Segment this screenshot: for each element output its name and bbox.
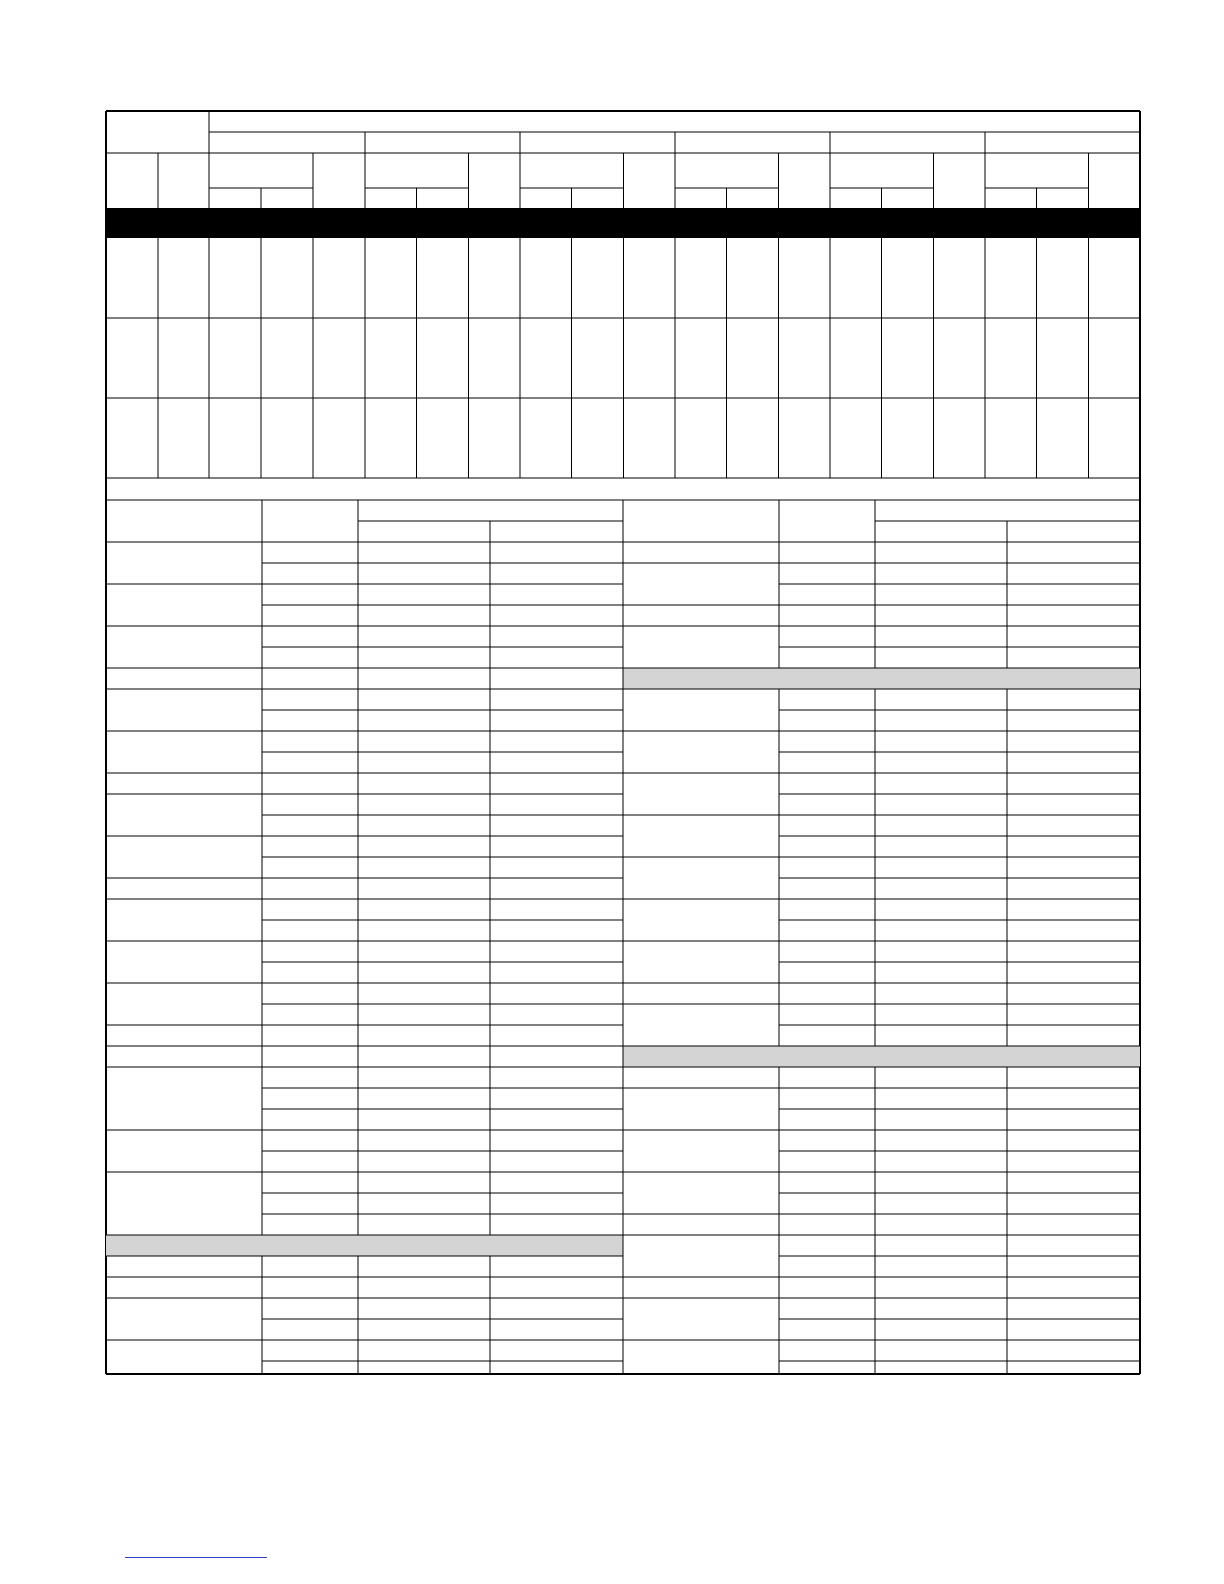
footer-link-underline[interactable]	[125, 1557, 267, 1558]
lower-detail-table	[106, 500, 1140, 1374]
shaded-section-row	[623, 668, 1140, 689]
section-banner	[106, 208, 1140, 238]
shaded-section-row	[106, 1235, 623, 1256]
shaded-section-row	[623, 1046, 1140, 1067]
